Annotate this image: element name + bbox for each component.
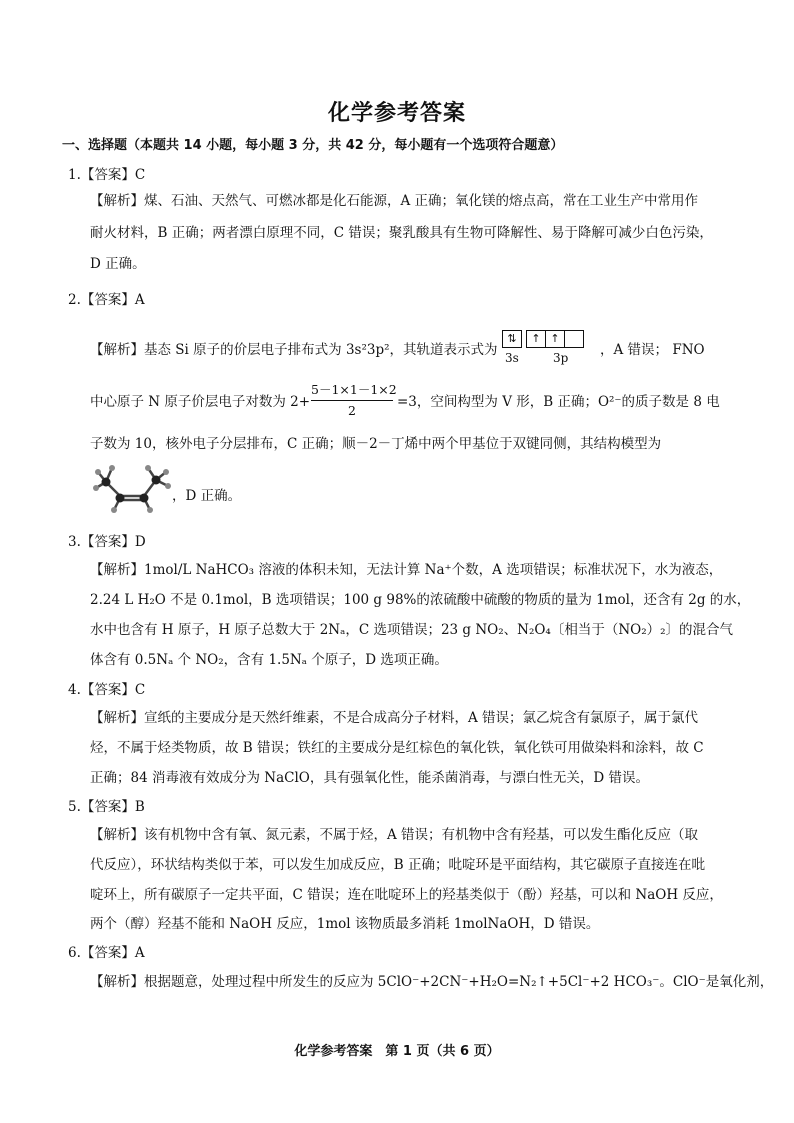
fraction-denominator: 2 [348,403,356,418]
q1-line-2: 耐火材料，B 正确；两者漂白原理不同，C 错误；聚乳酸具有生物可降解性、易于降解可减少白色污染， [90,225,713,241]
q3-line-2: 2.24 L H₂O 不是 0.1mol，B 选项错误；100 g 98%的浓硫酸中硫酸的物质的量为 1mol，还含有 2g 的水， [90,592,751,608]
orbital-box-3p-3 [564,330,584,348]
orbital-box-3p-2: ↑ [545,330,565,348]
orbital-box-3p-1: ↑ [526,330,546,348]
section-heading: 一、选择题（本题共 14 小题，每小题 3 分，共 42 分，每小题有一个选项符合题意） [62,138,564,153]
fraction-numerator: 5－1×1－1×2 [311,380,393,401]
q1-line-1: 【解析】煤、石油、天然气、可燃冰都是化石能源，A 正确；氧化镁的熔点高，常在工业生产中常用作 [90,193,699,209]
orbital-label-3s: 3s [505,351,519,365]
orbital-box-3s: ⇅ [502,330,522,348]
q6-answer: 6.【答案】A [68,945,145,961]
q6-line-1: 【解析】根据题意，处理过程中所发生的反应为 5ClO⁻+2CN⁻+H₂O=N₂↑+5Cl⁻+2 HCO₃⁻。ClO⁻是氧化剂， [90,974,774,990]
fraction [311,380,397,418]
orbital-label-3p: 3p [553,351,569,365]
q2-answer: 2.【答案】A [68,292,145,308]
q2-line-1-suffix: ，A 错误； FNO [600,342,705,358]
q3-line-1: 【解析】1mol/L NaHCO₃ 溶液的体积未知，无法计算 Na⁺个数，A 选项错误；标准状况下，水为液态， [90,562,723,578]
page-footer: 化学参考答案 第 1 页（共 6 页） [294,1044,500,1059]
q2-line-4: ，D 正确。 [172,488,242,504]
q5-line-2: 代反应），环状结构类似于苯，可以发生加成反应，B 正确；吡啶环是平面结构，其它碳原子直接连在吡 [90,857,705,873]
q3-line-3: 水中也含有 H 原子，H 原子总数大于 2Nₐ，C 选项错误；23 g NO₂、N₂O₄〔相当于（NO₂）₂〕的混合气 [90,622,734,638]
q4-line-2: 烃，不属于烃类物质，故 B 错误；铁红的主要成分是红棕色的氧化铁，氧化铁可用做染料和涂料，故 C [90,740,704,756]
q4-line-1: 【解析】宣纸的主要成分是天然纤维素，不是合成高分子材料，A 错误；氯乙烷含有氯原子，属于氯代 [90,710,699,726]
cis-2-butene-model-icon [92,460,172,520]
q2-line-2-prefix: 中心原子 N 原子价层电子对数为 2+ [90,394,311,410]
q5-line-1: 【解析】该有机物中含有氧、氮元素，不属于烃，A 错误；有机物中含有羟基，可以发生酯化反应（取 [90,827,699,843]
q4-line-3: 正确；84 消毒液有效成分为 NaClO，具有强氧化性，能杀菌消毒，与漂白性无关，D 错误。 [90,770,649,786]
q2-line-3: 子数为 10，核外电子分层排布，C 正确；顺－2－丁烯中两个甲基位于双键同侧，其结构模型为 [90,436,662,452]
q3-answer: 3.【答案】D [68,534,146,550]
q2-line-1-prefix: 【解析】基态 Si 原子的价层电子排布式为 3s²3p²，其轨道表示式为 [90,342,498,358]
q3-line-4: 体含有 0.5Nₐ 个 NO₂，含有 1.5Nₐ 个原子，D 选项正确。 [90,652,448,668]
q5-answer: 5.【答案】B [68,799,145,815]
page-title: 化学参考答案 [327,101,466,126]
q5-line-3: 啶环上，所有碳原子一定共平面，C 错误；连在吡啶环上的羟基类似于（酚）羟基，可以和 NaOH 反应， [90,887,723,903]
q1-answer: 1.【答案】C [68,167,146,183]
q2-line-2-suffix: =3，空间构型为 V 形，B 正确；O²⁻的质子数是 8 电 [397,394,720,410]
q5-line-4: 两个（醇）羟基不能和 NaOH 反应，1mol 该物质最多消耗 1molNaOH，D 错误。 [90,916,600,932]
q1-line-3: D 正确。 [90,256,146,272]
q4-answer: 4.【答案】C [68,682,146,698]
orbital-diagram [503,330,584,348]
